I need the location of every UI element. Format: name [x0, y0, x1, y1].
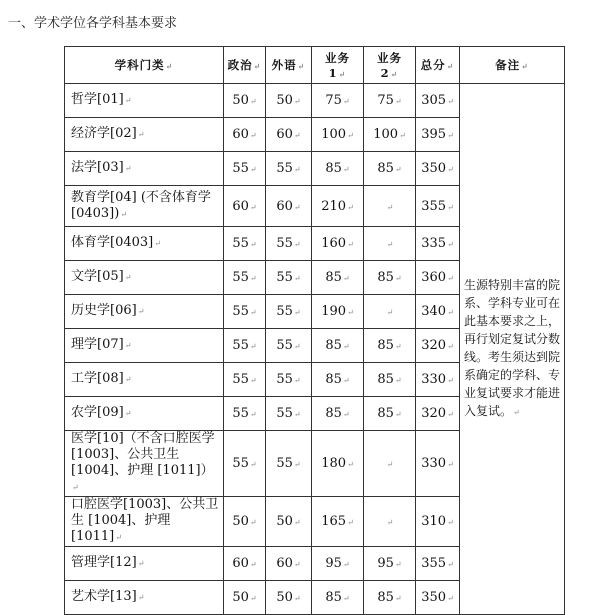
col-header-course1: 业务 1↵: [312, 47, 364, 84]
subject-cell: 艺术学[13]↵: [65, 581, 224, 615]
course2-cell: 85↵: [364, 152, 416, 186]
politics-cell: 55↵: [224, 431, 266, 497]
politics-cell: 50↵: [224, 84, 266, 118]
course2-cell: ↵: [364, 295, 416, 329]
table-row: [65, 84, 565, 118]
section-heading: 一、学术学位各学科基本要求: [8, 16, 178, 31]
total-cell: 350↵: [416, 152, 460, 186]
header-row: [65, 47, 565, 84]
course1-cell: 85↵: [312, 329, 364, 363]
course2-cell: ↵: [364, 431, 416, 497]
course1-cell: 190↵: [312, 295, 364, 329]
subject-cell: 体育学[0403]↵: [65, 227, 224, 261]
total-cell: 305↵: [416, 84, 460, 118]
course2-cell: 85↵: [364, 329, 416, 363]
subject-cell: 教育学[04] (不含体育学[0403])↵: [65, 186, 224, 227]
language-cell: 50↵: [266, 84, 312, 118]
total-cell: 310↵: [416, 497, 460, 547]
course2-cell: 85↵: [364, 363, 416, 397]
course1-cell: 95↵: [312, 547, 364, 581]
course1-cell: 85↵: [312, 397, 364, 431]
subject-cell: 经济学[02]↵: [65, 118, 224, 152]
course2-cell: ↵: [364, 186, 416, 227]
politics-cell: 55↵: [224, 295, 266, 329]
language-cell: 50↵: [266, 581, 312, 615]
total-cell: 350↵: [416, 581, 460, 615]
politics-cell: 55↵: [224, 261, 266, 295]
col-header-politics: 政治↵: [224, 47, 266, 84]
subject-cell: 文学[05]↵: [65, 261, 224, 295]
politics-cell: 60↵: [224, 186, 266, 227]
language-cell: 55↵: [266, 295, 312, 329]
col-header-language: 外语↵: [266, 47, 312, 84]
subject-cell: 医学[10]（不含口腔医学[1003]、公共卫生[1004]、护理 [1011]）↵: [65, 431, 224, 497]
col-header-subject: 学科门类↵: [65, 47, 224, 84]
course1-cell: 100↵: [312, 118, 364, 152]
subject-cell: 口腔医学[1003]、公共卫生 [1004]、护理 [1011]↵: [65, 497, 224, 547]
language-cell: 60↵: [266, 186, 312, 227]
language-cell: 60↵: [266, 547, 312, 581]
total-cell: 320↵: [416, 329, 460, 363]
subject-cell: 理学[07]↵: [65, 329, 224, 363]
politics-cell: 55↵: [224, 227, 266, 261]
subject-cell: 工学[08]↵: [65, 363, 224, 397]
course1-cell: 75↵: [312, 84, 364, 118]
subject-cell: 哲学[01]↵: [65, 84, 224, 118]
language-cell: 55↵: [266, 227, 312, 261]
total-cell: 355↵: [416, 547, 460, 581]
course1-cell: 85↵: [312, 581, 364, 615]
total-cell: 360↵: [416, 261, 460, 295]
language-cell: 55↵: [266, 363, 312, 397]
politics-cell: 60↵: [224, 547, 266, 581]
course2-cell: 85↵: [364, 581, 416, 615]
total-cell: 320↵: [416, 397, 460, 431]
course2-cell: ↵: [364, 497, 416, 547]
subject-cell: 农学[09]↵: [65, 397, 224, 431]
note-cell: 生源特别丰富的院系、学科专业可在此基本要求之上，再行划定复试分数线。考生须达到院系确定的学科、专业复试要求才能进入复试。↵: [460, 84, 565, 615]
course2-cell: 95↵: [364, 547, 416, 581]
language-cell: 55↵: [266, 431, 312, 497]
requirements-table: [64, 46, 565, 615]
course2-cell: 85↵: [364, 397, 416, 431]
subject-cell: 管理学[12]↵: [65, 547, 224, 581]
subject-cell: 法学[03]↵: [65, 152, 224, 186]
total-cell: 355↵: [416, 186, 460, 227]
politics-cell: 55↵: [224, 397, 266, 431]
politics-cell: 50↵: [224, 581, 266, 615]
total-cell: 340↵: [416, 295, 460, 329]
course2-cell: 100↵: [364, 118, 416, 152]
course1-cell: 85↵: [312, 363, 364, 397]
language-cell: 55↵: [266, 152, 312, 186]
course2-cell: 85↵: [364, 261, 416, 295]
course1-cell: 160↵: [312, 227, 364, 261]
course1-cell: 85↵: [312, 152, 364, 186]
politics-cell: 55↵: [224, 152, 266, 186]
course2-cell: 75↵: [364, 84, 416, 118]
politics-cell: 55↵: [224, 363, 266, 397]
total-cell: 330↵: [416, 363, 460, 397]
course2-cell: ↵: [364, 227, 416, 261]
politics-cell: 60↵: [224, 118, 266, 152]
politics-cell: 50↵: [224, 497, 266, 547]
subject-cell: 历史学[06]↵: [65, 295, 224, 329]
course1-cell: 180↵: [312, 431, 364, 497]
language-cell: 55↵: [266, 329, 312, 363]
col-header-total: 总分↵: [416, 47, 460, 84]
language-cell: 50↵: [266, 497, 312, 547]
language-cell: 55↵: [266, 261, 312, 295]
language-cell: 60↵: [266, 118, 312, 152]
language-cell: 55↵: [266, 397, 312, 431]
course1-cell: 210↵: [312, 186, 364, 227]
col-header-course2: 业务 2↵: [364, 47, 416, 84]
col-header-note: 备注↵: [460, 47, 565, 84]
total-cell: 395↵: [416, 118, 460, 152]
course1-cell: 165↵: [312, 497, 364, 547]
politics-cell: 55↵: [224, 329, 266, 363]
total-cell: 335↵: [416, 227, 460, 261]
course1-cell: 85↵: [312, 261, 364, 295]
total-cell: 330↵: [416, 431, 460, 497]
